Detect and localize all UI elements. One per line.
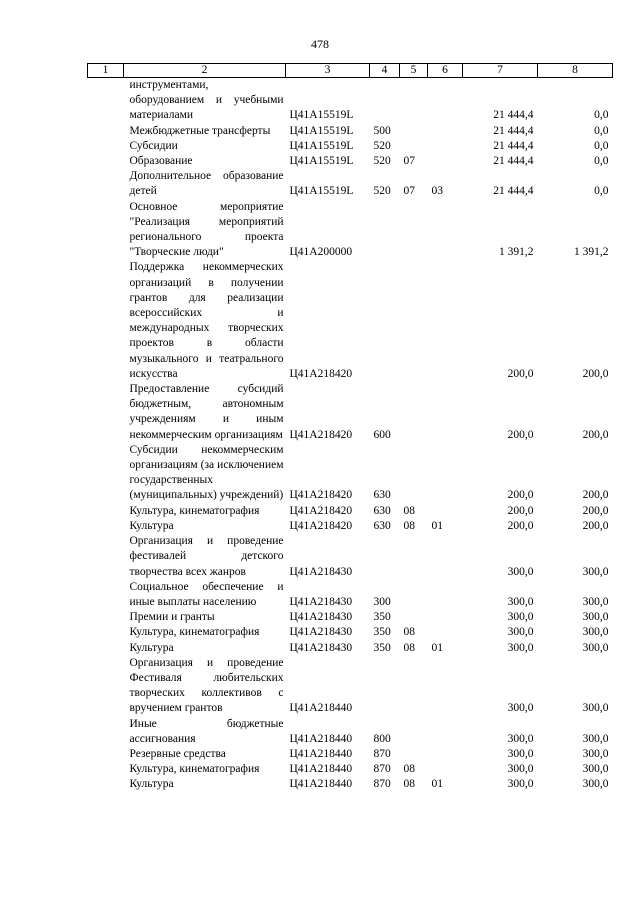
target-code: Ц41А15519L: [289, 139, 354, 152]
section: [400, 656, 428, 717]
expense-type: 300: [373, 595, 391, 608]
table-row: [88, 656, 613, 717]
amount-col7: 21 444,4: [493, 124, 534, 137]
expense-type: 630: [373, 489, 391, 502]
page-number: 478: [311, 37, 329, 51]
amount-col8: 200,0: [582, 504, 609, 517]
target-code: Ц41А218430: [289, 611, 353, 624]
expense-type: 600: [373, 428, 391, 441]
subsection: [428, 580, 463, 610]
expense-type: 870: [373, 763, 391, 776]
target-code: Ц41А15519L: [289, 185, 354, 198]
target-code: Ц41А218420: [289, 428, 353, 441]
expense-type: 520: [373, 185, 391, 198]
column-header: 1: [88, 64, 124, 78]
row-name: Организация и проведение фестивалей детского творчества всех жанров: [129, 535, 284, 578]
table-row: [88, 154, 613, 169]
amount-col8: 200,0: [582, 428, 609, 441]
subsection: 01: [431, 641, 443, 654]
subsection: [428, 139, 463, 154]
table-row: [88, 260, 613, 382]
amount-col7: 1 391,2: [499, 246, 534, 259]
amount-col8: 0,0: [594, 185, 609, 198]
expense-type: [370, 534, 400, 580]
table-row: [88, 762, 613, 777]
section: [400, 717, 428, 747]
row-name: Предоставление субсидий бюджетным, автономным учреждениям и иным некоммерческим организациям: [129, 383, 284, 441]
table-row: [88, 641, 613, 656]
amount-col7: 300,0: [507, 702, 534, 715]
row-name: Межбюджетные трансферты: [129, 124, 271, 137]
amount-col7: 300,0: [507, 763, 534, 776]
amount-col7: 200,0: [507, 489, 534, 502]
row-name: Иные бюджетные ассигнования: [129, 717, 284, 745]
target-code: Ц41А218440: [289, 732, 353, 745]
table-row: [88, 777, 613, 792]
section: [400, 124, 428, 139]
subsection: [428, 78, 463, 124]
target-code: Ц41А218430: [289, 641, 353, 654]
expense-type: 870: [373, 747, 391, 760]
row-name: Дополнительное образование детей: [129, 170, 284, 198]
target-code: Ц41А218420: [289, 489, 353, 502]
section: [400, 534, 428, 580]
row-name: Субсидии некоммерческим организациям (за исключением государственных (муниципальных) учреждений): [129, 443, 284, 502]
section: [400, 610, 428, 625]
row-name: Организация и проведение Фестиваля любительских творческих коллективов с вручением грантов: [129, 656, 284, 715]
target-code: Ц41А218430: [289, 626, 353, 639]
amount-col7: 300,0: [507, 565, 534, 578]
target-code: Ц41А218440: [289, 778, 353, 791]
subsection: [428, 656, 463, 717]
amount-col8: 0,0: [594, 124, 609, 137]
amount-col8: 300,0: [582, 778, 609, 791]
target-code: Ц41А218440: [289, 747, 353, 760]
table-row: [88, 580, 613, 610]
section: [400, 200, 428, 261]
expense-type: 520: [373, 139, 391, 152]
amount-col8: 300,0: [582, 732, 609, 745]
amount-col7: 200,0: [507, 519, 534, 532]
row-name: инструментами, оборудованием и учебными материалами: [129, 79, 284, 122]
expense-type: [370, 656, 400, 717]
subsection: [428, 610, 463, 625]
amount-col8: 0,0: [594, 139, 609, 152]
amount-col7: 21 444,4: [493, 185, 534, 198]
subsection: [428, 382, 463, 443]
amount-col8: 300,0: [582, 611, 609, 624]
column-header: 7: [463, 64, 538, 78]
expense-type: 350: [373, 626, 391, 639]
amount-col8: 200,0: [582, 489, 609, 502]
row-name: Социальное обеспечение и иные выплаты населению: [129, 580, 284, 608]
expense-type: 630: [373, 519, 391, 532]
table-row: [88, 139, 613, 154]
row-name: Культура: [129, 641, 174, 654]
section: [400, 78, 428, 124]
table-row: [88, 625, 613, 640]
subsection: [428, 625, 463, 640]
table-row: [88, 382, 613, 443]
amount-col7: 200,0: [507, 367, 534, 380]
section: [400, 443, 428, 504]
subsection: [428, 124, 463, 139]
amount-col8: 300,0: [582, 641, 609, 654]
expense-type: 350: [373, 641, 391, 654]
row-name: Культура: [129, 519, 174, 532]
row-name: Основное мероприятие "Реализация мероприятий регионального проекта "Творческие люди": [129, 200, 284, 259]
subsection: [428, 154, 463, 169]
subsection: [428, 200, 463, 261]
column-header: 3: [286, 64, 370, 78]
target-code: Ц41А218440: [289, 763, 353, 776]
amount-col8: 200,0: [582, 367, 609, 380]
column-header: 2: [124, 64, 286, 78]
target-code: Ц41А218420: [289, 504, 353, 517]
target-code: Ц41А200000: [289, 246, 353, 259]
expense-type: 520: [373, 155, 391, 168]
target-code: Ц41А218430: [289, 595, 353, 608]
row-name: Поддержка некоммерческих организаций в получении грантов для реализации всероссийских и международных творческих проектов в области музыкального и театрального искусства: [129, 261, 284, 380]
budget-table-container: [87, 63, 612, 793]
subsection: [428, 260, 463, 382]
amount-col7: 200,0: [507, 428, 534, 441]
amount-col7: 300,0: [507, 641, 534, 654]
section: [400, 382, 428, 443]
subsection: [428, 717, 463, 747]
amount-col7: 300,0: [507, 747, 534, 760]
section: 08: [403, 626, 415, 639]
column-header: 8: [538, 64, 613, 78]
table-row: [88, 124, 613, 139]
section: 08: [403, 504, 415, 517]
amount-col7: 300,0: [507, 626, 534, 639]
section: [400, 260, 428, 382]
column-header: 6: [428, 64, 463, 78]
row-name: Культура, кинематография: [129, 763, 260, 776]
amount-col7: 21 444,4: [493, 109, 534, 122]
amount-col7: 200,0: [507, 504, 534, 517]
table-row: [88, 534, 613, 580]
amount-col8: 300,0: [582, 595, 609, 608]
amount-col8: 0,0: [594, 109, 609, 122]
amount-col8: 300,0: [582, 626, 609, 639]
expense-type: 350: [373, 611, 391, 624]
budget-table: [87, 63, 613, 793]
section: [400, 580, 428, 610]
expense-type: 870: [373, 778, 391, 791]
amount-col7: 300,0: [507, 595, 534, 608]
amount-col8: 200,0: [582, 519, 609, 532]
target-code: Ц41А218420: [289, 519, 353, 532]
target-code: Ц41А218420: [289, 367, 353, 380]
section: 07: [403, 185, 415, 198]
expense-type: 500: [373, 124, 391, 137]
row-name: Культура, кинематография: [129, 504, 260, 517]
section: [400, 139, 428, 154]
subsection: [428, 747, 463, 762]
table-row: [88, 519, 613, 534]
expense-type: 800: [373, 732, 391, 745]
table-row: [88, 747, 613, 762]
amount-col8: 300,0: [582, 565, 609, 578]
expense-type: [370, 78, 400, 124]
target-code: Ц41А218430: [289, 565, 353, 578]
row-name: Культура, кинематография: [129, 626, 260, 639]
amount-col7: 300,0: [507, 611, 534, 624]
target-code: Ц41А15519L: [289, 155, 354, 168]
section: 08: [403, 641, 415, 654]
target-code: Ц41А15519L: [289, 109, 354, 122]
section: 08: [403, 778, 415, 791]
expense-type: [370, 200, 400, 261]
table-row: [88, 200, 613, 261]
row-name: Субсидии: [129, 139, 178, 152]
target-code: Ц41А218440: [289, 702, 353, 715]
table-row: [88, 78, 613, 124]
table-row: [88, 717, 613, 747]
expense-type: 630: [373, 504, 391, 517]
expense-type: [370, 260, 400, 382]
amount-col8: 300,0: [582, 747, 609, 760]
table-row: [88, 169, 613, 199]
table-row: [88, 610, 613, 625]
column-number-row: [88, 64, 613, 78]
amount-col8: 300,0: [582, 763, 609, 776]
column-header: 4: [370, 64, 400, 78]
section: 08: [403, 763, 415, 776]
row-name: Резервные средства: [129, 747, 226, 760]
section: [400, 747, 428, 762]
amount-col8: 0,0: [594, 155, 609, 168]
row-name: Культура: [129, 778, 174, 791]
column-header: 5: [400, 64, 428, 78]
subsection: [428, 504, 463, 519]
amount-col7: 300,0: [507, 778, 534, 791]
amount-col8: 1 391,2: [574, 246, 609, 259]
row-name: Премии и гранты: [129, 611, 215, 624]
row-name: Образование: [129, 155, 193, 168]
subsection: 03: [431, 185, 443, 198]
amount-col7: 21 444,4: [493, 155, 534, 168]
target-code: Ц41А15519L: [289, 124, 354, 137]
table-row: [88, 443, 613, 504]
table-row: [88, 504, 613, 519]
section: 07: [403, 155, 415, 168]
section: 08: [403, 519, 415, 532]
subsection: [428, 534, 463, 580]
amount-col7: 21 444,4: [493, 139, 534, 152]
subsection: 01: [431, 519, 443, 532]
subsection: [428, 762, 463, 777]
amount-col8: 300,0: [582, 702, 609, 715]
subsection: 01: [431, 778, 443, 791]
subsection: [428, 443, 463, 504]
amount-col7: 300,0: [507, 732, 534, 745]
